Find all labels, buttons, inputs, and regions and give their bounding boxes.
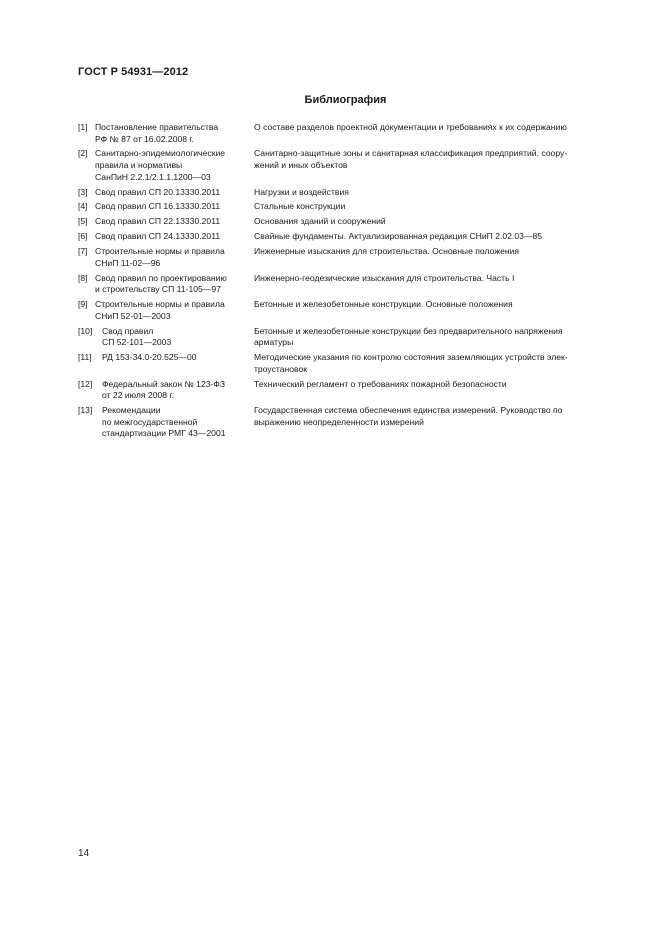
entry-number: [9] [78,299,88,310]
entry-title: О составе разделов проектной документации и требованиях к их содержанию [254,122,567,132]
entry-title: Бетонные и железобетонные конструкции без предварительного напряжения арматуры [254,325,563,348]
page-number: 14 [78,848,90,859]
entry-number: [10] [78,325,93,336]
entry-title: Инженерные изыскания для строительства. Основные положения [254,246,520,257]
entry-title: Технический регламент о требованиях пожарной безопасности [254,378,507,389]
entry-title: Свайные фундаменты. Актуализированная редакция СНиП 2.02.03—85 [254,231,543,242]
entry-title: Инженерно-геодезические изыскания для строительства. Часть I [254,272,515,283]
entry-title: Нагрузки и воздействия [254,186,349,197]
entry-source: Свод правил СП 24.13330.2011 [95,231,221,242]
entry-source: Строительные нормы и правила СНиП 52-01—2003 [95,299,225,321]
entry-number: [7] [78,246,88,257]
bibliography-entry-8 [78,273,618,296]
bibliography-entry-10 [78,326,618,349]
entry-title: Основания зданий и сооружений [254,216,386,227]
entry-source: Федеральный закон № 123-ФЗ от 22 июля 2008 г. [102,378,226,401]
bibliography-entry-7 [78,246,618,269]
bibliography-entry-11 [78,352,618,375]
entry-source: РД 153-34.0-20.525—00 [102,352,197,363]
entry-source: Свод правил СП 16.13330.2011 [95,201,221,212]
bibliography-entry-9 [78,299,618,322]
entry-source: Рекомендации по межгосударственной стандартизации РМГ 43—2001 [102,405,226,439]
bibliography-entry-13 [78,405,618,440]
entry-number: [5] [78,216,88,227]
entry-number: [8] [78,272,88,283]
entry-number: [11] [78,352,92,363]
entry-number: [4] [78,201,88,212]
entry-source: Свод правил СП 52-101—2003 [102,325,172,348]
entry-source: Постановление правительства РФ № 87 от 16.02.2008 г. [95,122,219,144]
entry-number: [2] [78,148,88,159]
entry-source: Санитарно-эпидемиологические правила и нормативы СанПиН 2.2.1/2.1.1.1200—03 [95,148,226,182]
page-title: Библиография [304,94,387,106]
entry-number: [6] [78,231,88,242]
entry-number: [3] [78,186,88,197]
bibliography-entry-5 [78,216,618,228]
bibliography-entry-6 [78,231,618,243]
bibliography-entry-12 [78,379,618,402]
entry-source: Свод правил СП 22.13330.2011 [95,216,221,227]
bibliography-entry-3 [78,187,618,199]
entry-title: Государственная система обеспечения единства измерений. Руководство по выражению неопределенности измерений [254,405,563,427]
bibliography-entry-1 [78,122,618,145]
entry-source: Свод правил СП 20.13330.2011 [95,186,221,197]
entry-title: Стальные конструкции [254,201,346,212]
bibliography-entry-4 [78,201,618,213]
entry-title: Методические указания по контролю состояния заземляющих устройств элек- троустановок [254,352,568,374]
entry-number: [1] [78,122,88,132]
entry-title: Бетонные и железобетонные конструкции. Основные положения [254,299,513,310]
entry-number: [13] [78,405,93,416]
document-code: ГОСТ Р 54931—2012 [78,66,189,78]
entry-number: [12] [78,378,93,389]
entry-source: Строительные нормы и правила СНиП 11-02—96 [95,246,225,268]
bibliography-entry-2 [78,148,618,183]
entry-title: Санитарно-защитные зоны и санитарная классификация предприятий, соору- жений и иных объектов [254,148,568,171]
entry-source: Свод правил по проектированию и строительству СП 11-105—97 [95,272,227,295]
bibliography-list [78,122,618,443]
